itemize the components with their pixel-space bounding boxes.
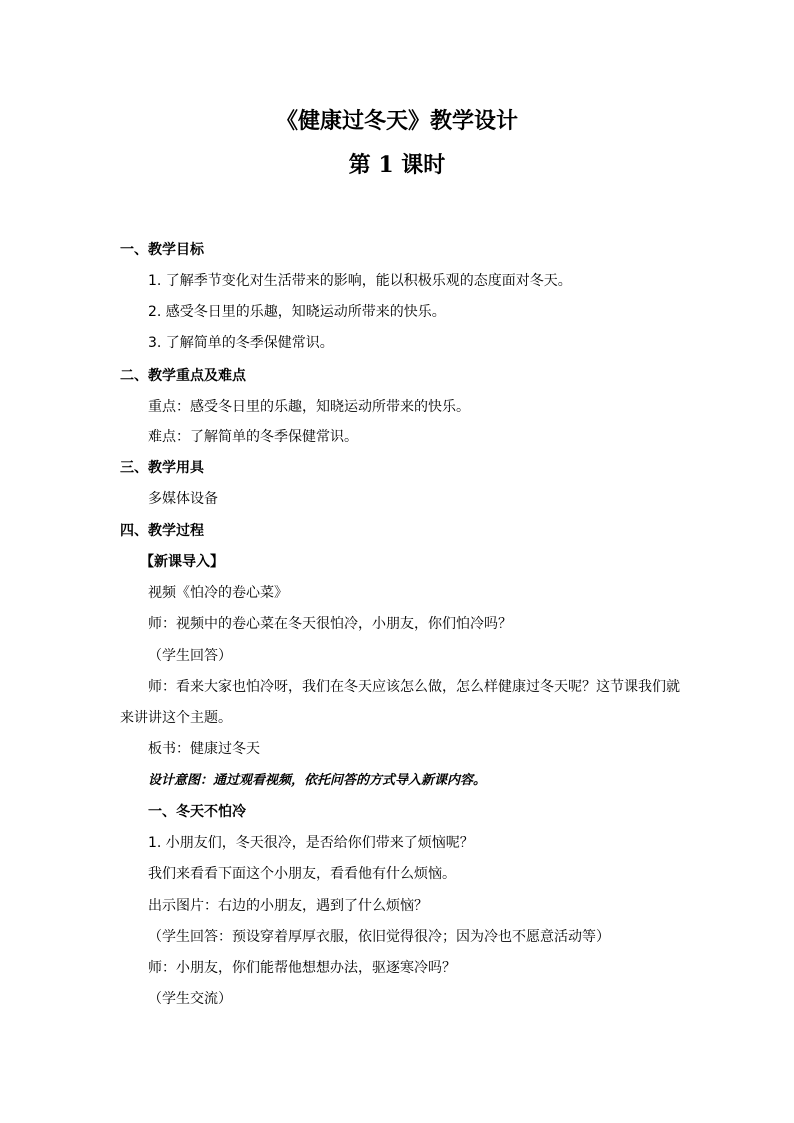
goal-item-1: 1. 了解季节变化对生活带来的影响，能以积极乐观的态度面对冬天。: [148, 273, 572, 289]
goal-item-2: 2. 感受冬日里的乐趣，知晓运动所带来的快乐。: [148, 304, 446, 320]
design-intent: 设计意图：通过观看视频，依托问答的方式导入新课内容。: [148, 773, 487, 788]
process-line: 师：看来大家也怕冷呀，我们在冬天应该怎么做，怎么样健康过冬天呢？这节课我们就: [148, 679, 680, 695]
key-difficulty: 难点：了解简单的冬季保健常识。: [148, 429, 358, 445]
part1-line: 师：小朋友，你们能帮他想想办法，驱逐寒冷吗？: [148, 960, 456, 976]
part1-line: （学生回答：预设穿着厚厚衣服，依旧觉得很冷；因为冷也不愿意活动等）: [148, 929, 610, 945]
part1-line: 我们来看看下面这个小朋友，看看他有什么烦恼。: [148, 866, 456, 882]
section-process-heading: 四、教学过程: [120, 523, 204, 539]
document-title: 《健康过冬天》教学设计: [275, 108, 518, 134]
section-goals-heading: 一、教学目标: [120, 242, 204, 258]
process-line: （学生回答）: [148, 648, 232, 664]
lesson-number: 第 1 课时: [348, 152, 446, 178]
key-focus: 重点：感受冬日里的乐趣，知晓运动所带来的快乐。: [148, 399, 470, 415]
process-line: 来讲讲这个主题。: [120, 710, 232, 726]
process-line: 视频《怕冷的卷心菜》: [148, 585, 288, 601]
part1-line: 出示图片：右边的小朋友，遇到了什么烦恼？: [148, 898, 428, 914]
blackboard-note: 板书：健康过冬天: [148, 741, 260, 757]
part1-line: （学生交流）: [148, 991, 232, 1007]
process-line: 师：视频中的卷心菜在冬天很怕冷，小朋友，你们怕冷吗？: [148, 616, 512, 632]
section-keypoints-heading: 二、教学重点及难点: [120, 368, 246, 384]
part1-heading: 一、冬天不怕冷: [148, 804, 246, 820]
section-tools-heading: 三、教学用具: [120, 460, 204, 476]
part1-line: 1. 小朋友们，冬天很冷，是否给你们带来了烦恼呢？: [148, 835, 474, 851]
goal-item-3: 3. 了解简单的冬季保健常识。: [148, 335, 334, 351]
tools-content: 多媒体设备: [148, 491, 218, 507]
new-lesson-label: 【新课导入】: [140, 554, 224, 570]
